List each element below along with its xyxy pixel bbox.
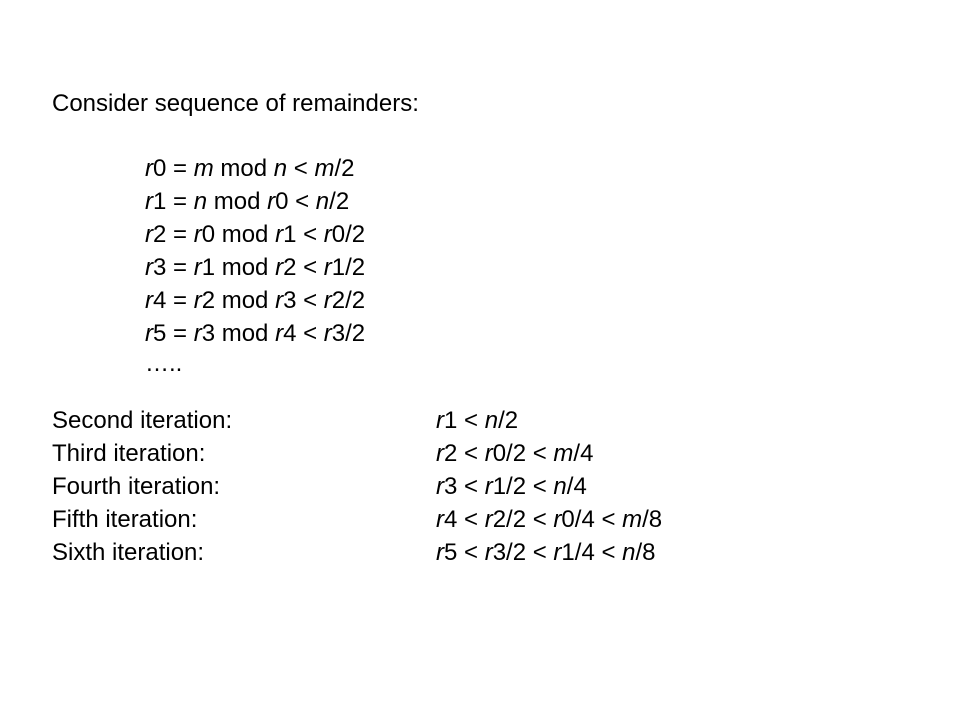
iteration-expression-segment: /4 <box>573 440 594 467</box>
iteration-expression-segment: r <box>436 440 444 467</box>
iteration-expression-segment: r <box>553 506 562 533</box>
sequence-line-r2-segment: 0 mod <box>201 221 276 248</box>
sequence-line-r3-segment: r <box>193 254 202 281</box>
iteration-expression-segment: /2 <box>498 407 519 434</box>
iteration-expression-segment: 5 < <box>444 539 485 566</box>
iteration-expression-segment: n <box>484 407 499 434</box>
iteration-expression-segment: 3/2 < <box>492 539 554 566</box>
sequence-line-r1-segment: n <box>193 188 208 215</box>
sequence-line-r0 <box>145 155 354 183</box>
iteration-label: Sixth iteration: <box>52 539 205 566</box>
iteration-expression <box>436 407 518 435</box>
iteration-expression-segment: 1/4 < <box>561 539 623 566</box>
iteration-expression-segment: 4 < <box>444 506 485 533</box>
sequence-line-r4-segment: 2 mod <box>201 287 276 314</box>
sequence-line-r0-segment: mod <box>213 155 274 182</box>
sequence-line-r1 <box>145 188 349 216</box>
sequence-line-r3-segment: r <box>323 254 332 281</box>
sequence-line-r4-segment: r <box>193 287 202 314</box>
sequence-line-r0-segment: m <box>314 155 335 182</box>
sequence-line-r5-segment: r <box>145 320 153 347</box>
iteration-label: Fifth iteration: <box>52 506 198 533</box>
iteration-expression-segment: r <box>436 473 444 500</box>
sequence-line-r2-segment: r <box>193 221 202 248</box>
sequence-line-r3-segment: r <box>275 254 284 281</box>
sequence-line-r1-segment: r <box>145 188 153 215</box>
sequence-line-r3-segment: r <box>145 254 153 281</box>
sequence-line-r1-segment: /2 <box>329 188 350 215</box>
sequence-line-r0-segment: n <box>273 155 288 182</box>
sequence-line-r2-segment: r <box>275 221 284 248</box>
sequence-line-r2-segment: 0/2 <box>331 221 366 248</box>
sequence-line-r4 <box>145 287 365 315</box>
iteration-expression <box>436 440 593 468</box>
iteration-expression-segment: 3 < <box>444 473 485 500</box>
sequence-line-r1-segment: 0 < <box>275 188 316 215</box>
iteration-expression-segment: m <box>553 440 574 467</box>
iteration-expression-segment: m <box>622 506 643 533</box>
sequence-line-r4-segment: r <box>275 287 284 314</box>
iteration-expression-segment: r <box>553 539 562 566</box>
sequence-line-r2-segment: r <box>323 221 332 248</box>
iteration-expression-segment: 2/2 < <box>492 506 554 533</box>
iteration-expression-segment: 1 < <box>444 407 485 434</box>
sequence-line-r0-segment: < <box>287 155 315 182</box>
sequence-line-r1-segment: mod <box>207 188 268 215</box>
iteration-label: Fourth iteration: <box>52 473 221 500</box>
iteration-expression-segment: r <box>436 506 444 533</box>
sequence-line-r2 <box>145 221 365 249</box>
sequence-line-r0-segment: r <box>145 155 153 182</box>
iteration-expression-segment: 2 < <box>444 440 485 467</box>
iteration-label: Third iteration: <box>52 440 206 467</box>
sequence-line-r4-segment: r <box>145 287 153 314</box>
iteration-expression-segment: n <box>553 473 567 500</box>
iteration-expression-segment: /8 <box>642 506 663 533</box>
iteration-expression-segment: r <box>436 539 444 566</box>
iteration-expression-segment: /8 <box>635 539 656 566</box>
sequence-line-r0-segment: 0 = <box>153 155 194 182</box>
iteration-expression-segment: r <box>436 407 444 434</box>
iteration-expression-segment: 0/2 < <box>492 440 554 467</box>
sequence-line-r5-segment: r <box>323 320 332 347</box>
sequence-line-r5-segment: 5 = <box>153 320 194 347</box>
sequence-line-r5-segment: r <box>193 320 202 347</box>
sequence-line-r2-segment: 2 = <box>153 221 194 248</box>
sequence-line-r0-segment: m <box>193 155 214 182</box>
iteration-expression <box>436 506 662 534</box>
sequence-ellipsis: ….. <box>145 350 183 377</box>
sequence-line-r5-segment: 3 mod <box>201 320 276 347</box>
sequence-line-r3-segment: 2 < <box>283 254 324 281</box>
sequence-line-r5-segment: 4 < <box>283 320 324 347</box>
sequence-line-r3-segment: 1/2 <box>331 254 366 281</box>
sequence-line-r1-segment: r <box>267 188 276 215</box>
sequence-line-r0-segment: /2 <box>334 155 355 182</box>
iteration-expression-segment: 0/4 < <box>561 506 623 533</box>
sequence-line-r4-segment: 2/2 <box>331 287 366 314</box>
sequence-line-r3-segment: 3 = <box>153 254 194 281</box>
sequence-line-r2-segment: 1 < <box>283 221 324 248</box>
sequence-line-r5 <box>145 320 365 348</box>
iteration-expression-segment: r <box>484 506 493 533</box>
iteration-expression <box>436 539 656 567</box>
iteration-expression-segment: r <box>484 440 493 467</box>
sequence-line-r5-segment: 3/2 <box>331 320 366 347</box>
sequence-line-r2-segment: r <box>145 221 153 248</box>
sequence-line-r4-segment: 4 = <box>153 287 194 314</box>
sequence-line-r3 <box>145 254 365 282</box>
iteration-expression-segment: r <box>484 539 493 566</box>
iteration-expression-segment: r <box>484 473 493 500</box>
iteration-expression <box>436 473 587 501</box>
iteration-expression-segment: n <box>622 539 636 566</box>
iteration-expression-segment: 1/2 < <box>492 473 554 500</box>
sequence-line-r4-segment: 3 < <box>283 287 324 314</box>
iteration-expression-segment: /4 <box>566 473 587 500</box>
sequence-line-r4-segment: r <box>323 287 332 314</box>
sequence-line-r1-segment: 1 = <box>153 188 194 215</box>
sequence-line-r3-segment: 1 mod <box>201 254 276 281</box>
intro-text: Consider sequence of remainders: <box>52 90 419 117</box>
iteration-label: Second iteration: <box>52 407 233 434</box>
sequence-line-r1-segment: n <box>315 188 330 215</box>
sequence-line-r5-segment: r <box>275 320 284 347</box>
